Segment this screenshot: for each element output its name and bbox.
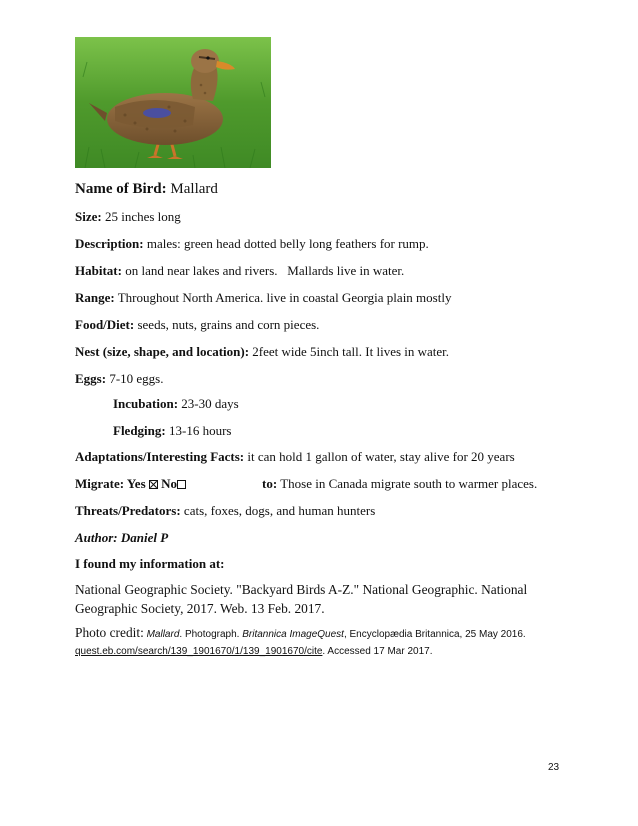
- size-value: 25 inches long: [104, 209, 181, 224]
- photo-credit-mid: . Photograph.: [179, 629, 243, 640]
- page-number: 23: [548, 762, 560, 773]
- migrate-no-checkbox[interactable]: [177, 480, 186, 489]
- adaptations-label: Adaptations/Interesting Facts:: [75, 449, 245, 464]
- size-row: [75, 209, 181, 225]
- range-value: Throughout North America. live in coastal Georgia plain mostly: [117, 290, 452, 305]
- migrate-yes-checkbox[interactable]: [149, 480, 158, 489]
- bird-name-label: Name of Bird:: [75, 181, 167, 197]
- eggs-row: [75, 371, 163, 387]
- migrate-label: Migrate: Yes: [75, 476, 146, 491]
- photo-credit-link[interactable]: quest.eb.com/search/139_1901670/1/139_1901670/cite: [75, 646, 323, 657]
- author-text: Author: Daniel P: [75, 530, 169, 545]
- author-row: [75, 530, 168, 546]
- fledging-value: 13-16 hours: [168, 423, 232, 438]
- incubation-label: Incubation:: [113, 396, 179, 411]
- threats-label: Threats/Predators:: [75, 503, 181, 518]
- migrate-row: [75, 476, 186, 492]
- photo-credit: [75, 624, 595, 660]
- description-label: Description:: [75, 236, 144, 251]
- eggs-value: 7-10 eggs.: [109, 371, 164, 386]
- adaptations-value: it can hold 1 gallon of water, stay alive for 20 years: [247, 449, 515, 464]
- size-label: Size:: [75, 209, 102, 224]
- fledging-row: [113, 423, 231, 439]
- mallard-duck-image: [75, 37, 271, 168]
- food-label: Food/Diet:: [75, 317, 135, 332]
- habitat-value: on land near lakes and rivers. Mallards live in water.: [125, 263, 405, 278]
- migrate-no-label: No: [161, 476, 178, 491]
- bird-name-value: Mallard: [170, 181, 218, 197]
- incubation-value: 23-30 days: [181, 396, 239, 411]
- habitat-label: Habitat:: [75, 263, 122, 278]
- bird-name-row: [75, 181, 218, 197]
- nest-row: [75, 344, 449, 360]
- migrate-to-label: to:: [262, 476, 278, 491]
- photo-credit-lead: Photo credit:: [75, 625, 144, 640]
- habitat-row: [75, 263, 404, 279]
- migrate-to-value: Those in Canada migrate south to warmer places.: [280, 476, 538, 491]
- food-row: [75, 317, 319, 333]
- food-value: seeds, nuts, grains and corn pieces.: [137, 317, 320, 332]
- threats-row: [75, 503, 375, 519]
- fledging-label: Fledging:: [113, 423, 166, 438]
- nest-value: 2feet wide 5inch tall. It lives in water.: [252, 344, 450, 359]
- source-citation: National Geographic Society. "Backyard Birds A-Z." National Geographic. National Geographic Society, 2017. Web. 13 Feb. 2017.: [75, 582, 528, 616]
- adaptations-row: [75, 449, 515, 465]
- eggs-label: Eggs:: [75, 371, 107, 386]
- photo-credit-publisher: Britannica ImageQuest: [242, 629, 344, 640]
- photo-credit-title: Mallard: [146, 629, 180, 640]
- sources-heading-row: [75, 556, 225, 572]
- nest-label: Nest (size, shape, and location):: [75, 344, 250, 359]
- incubation-row: [113, 396, 239, 412]
- sources-heading: I found my information at:: [75, 556, 225, 571]
- mallard-photo: [75, 37, 271, 168]
- migrate-to-row: [262, 476, 537, 492]
- range-row: [75, 290, 451, 306]
- threats-value: cats, foxes, dogs, and human hunters: [183, 503, 376, 518]
- photo-credit-accessed: . Accessed 17 Mar 2017.: [322, 646, 433, 657]
- description-row: [75, 236, 429, 252]
- description-value: males: green head dotted belly long feathers for rump.: [146, 236, 429, 251]
- photo-credit-rest: , Encyclopædia Britannica, 25 May 2016.: [343, 629, 526, 640]
- range-label: Range:: [75, 290, 115, 305]
